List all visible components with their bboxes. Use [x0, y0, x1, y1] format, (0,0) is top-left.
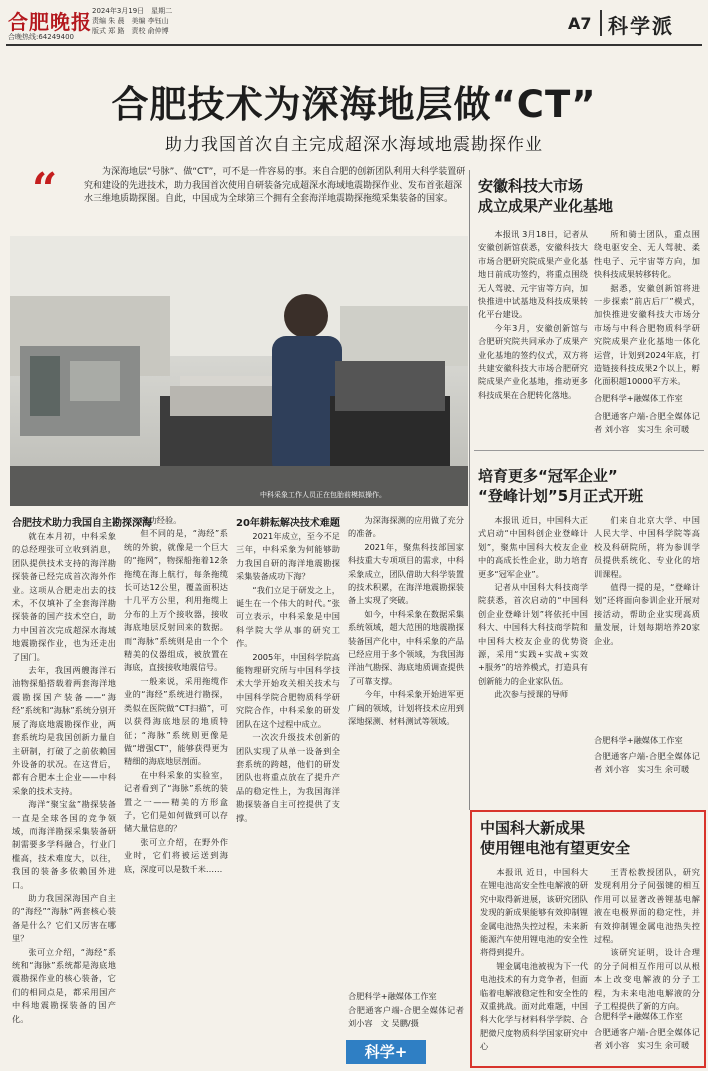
right3-paragraph: 王青松教授团队，研究发现利用分子间强键的相互作用可以显著改善锂基电解液在电极界面的稳定性，并有效抑制锂金属电池热失控过程。: [594, 867, 700, 945]
right1-paragraph: 本报讯 3月18日，记者从安徽创新馆获悉，安徽科技大市场合肥研究院成果产业化基地日前成功签约，将重点围绕无人驾驶、元宇宙等方向，加快推进中试基地及科技成果转化平台建设。: [478, 229, 588, 320]
col4-paragraph: 如今，中科采象在数据采集系统领域，超大范围的地震勘探装备国产化中，中科采象的产品已经应用于多个领域，为我国海洋油气勘探、海底地质调查提供了可靠支撑。: [348, 608, 464, 686]
col3-body: [236, 530, 340, 1066]
col1-heading: 合肥技术助力我国自主勘探深海: [12, 518, 152, 529]
col3-paragraph: 一次次升级技术创新的团队实现了从单一设备到全套系统的跨越，他们的研发团队也将重点放在了提升产品的稳定性上，为我国海洋勘探装备自主可控提供了支撑。: [236, 732, 340, 823]
col4-body: [348, 514, 464, 984]
section-title: 科学派: [608, 14, 674, 38]
col1-paragraph: 就在本月初，中科采象的总经理张可立收到消息，团队提供技术支持的海洋勘探装备已经完成首次海外作业。这项从合肥走出去的技术，不仅填补了全套海洋勘探装备的国产技术空白，助力中国首次完成超深水海域地震勘探作业，也为还走出了国门。: [12, 531, 116, 662]
right3-headline-line2: 使用锂电池有望更安全: [480, 839, 631, 857]
col3-heading: 20年耕耘解决技术难题: [236, 518, 340, 529]
right2-paragraph: 本报讯 近日，中国科大正式启动“中国科创企业登峰计划”，聚焦中国科大校友企业中的高成长性企业，助力培育更多“冠军企业”。: [478, 515, 588, 579]
right2-paragraph: 值得一提的是，“登峰计划”还将面向参训企业开展对接活动，帮助企业实现高质量发展，计划每期培养20家企业。: [594, 582, 700, 646]
right3-sign: 合肥科学+融媒体工作室: [594, 1011, 683, 1021]
right1-paragraph: 据悉，安徽创新馆将进一步探索“前店后厂”模式，加快推进安徽科技大市场分市场与中科合肥物质科学研究院成果产业化基地一体化运营，计划到2024年底，打造链接科技成果2个以上，孵化面积超10000平方米。: [594, 282, 700, 387]
right2-headline-line1: 培育更多“冠军企业”: [478, 467, 618, 485]
col3-paragraph: 2021年成立，至今不足三年，中科采象为何能够助力我国自研的海洋地震勘探采集装备成功下海？: [236, 531, 340, 582]
right1-body: [478, 228, 588, 444]
right1-headline-line2: 成立成果产业化基地: [478, 197, 614, 215]
col2-paragraph: 张可立介绍，在野外作业时，它们将被运送到海底，深度可以是数千米……: [124, 836, 228, 874]
photo-caption: 中科采象工作人员正在包胎前模拟操作。: [260, 491, 386, 499]
right1-body-b: [594, 228, 700, 388]
col2-paragraph: 在中科采象的实验室，记者看到了“海脉”系统的装置之一——精美的方形盒子，它们是如何做到可以存储大量信息的？: [124, 769, 228, 834]
col3-paragraph: 2005年，中国科学院高能物理研究所与中国科学技术大学开始攻关相关技术与中国科学院合肥物质科学研究院合作，中科采象的研发团队在这个过程中成立。: [236, 651, 340, 729]
right2-body-b: [594, 514, 700, 730]
right3-paragraph: 锂金属电池被视为下一代电池技术的有力竞争者，但面临着电解液稳定性和安全性的双重挑战。面对此难题，中国科大化学与材料科学学院、合肥微尺度物质科学国家研究中心: [480, 960, 588, 1052]
main-headline: 合肥技术为深海地层做“CT”: [111, 83, 597, 126]
newspaper-logo: 合肥晚报: [8, 10, 92, 34]
right1-credit: 合肥通客户端-合肥全媒体记者 刘小容 实习生 余可暖: [594, 411, 700, 435]
right2-paragraph: 此次参与授课的导师: [494, 689, 569, 700]
col1-paragraph: 海洋“聚宝盆”勘探装备一直是全球各国的竞争领域，而海洋勘探采集装备研制需要多学科融合，行业门槛高，技术难度大，以往，我国的装备多依赖国外进口。: [12, 799, 116, 890]
right2-paragraph: 记者从中国科大科技商学院获悉，首次启动的“中国科创企业登峰计划”将依托中国科大、中国科大科技商学院和中国科大校友企业的优势资源，采用“实践+实战+实效+服务”的培养模式，打造具有创新能力的企业家队伍。: [478, 582, 588, 686]
right2-body: [478, 514, 588, 798]
right2-headline-line2: “登峰计划”5月正式开班: [478, 487, 644, 505]
news-photo: [10, 236, 468, 506]
right3-paragraph: 本报讯 近日，中国科大在锂电池高安全性电解液的研究中取得新进展，该研究团队发现的新成果能够有效抑制锂金属电池热失控过程，未来新能源汽车使用锂电池的安全性将得到提升。: [480, 867, 588, 958]
col4-paragraph: 为深海探测的应用做了充分的准备。: [348, 515, 464, 539]
right2-credit: 合肥通客户端-合肥全媒体记者 刘小容 实习生 余可暖: [594, 751, 700, 775]
quote-mark-icon: “: [32, 164, 58, 215]
col2-paragraph: 成功经验。: [140, 515, 182, 525]
col2-paragraph: 但不同的是，“海经”系统的外貌，就像是一个巨大的“拖网”，物探船拖着12条拖缆在海上航行，每条拖缆长可达12公里，覆盖面积达十几平方公里，利用拖缆上分布的上万个接收器，接收海底地层反射回来的数据。而“海脉”系统则是由一个个精美的仪器组成，被放置在海底，直接接收地震信号。: [124, 528, 228, 673]
proof-line: 版式 郑 路 责校 俞仲博: [92, 27, 169, 35]
col4-paragraph: 今年，中科采象开始进军更广阔的领域，计划将技术应用到深地探测、材料测试等领域。: [348, 689, 464, 727]
main-subheadline: 助力我国首次自主完成超深水海域地震勘探作业: [165, 135, 543, 155]
right1-paragraph: 所和骑士团队，重点围绕电驱安全、无人驾驶、柔性电子、元宇宙等方向，加快科技成果转移转化。: [594, 229, 700, 280]
col1-paragraph: 助力我国深海国产自主的“海经”“海脉”两套核心装备是什么？它们又厉害在哪里？: [12, 892, 116, 944]
col1-body: [12, 530, 116, 1066]
issue-date: 2024年3月19日 星期二: [92, 7, 173, 15]
editor-line: 责编 朱 晨 美编 李钰山: [92, 17, 169, 25]
right1-headline-line1: 安徽科技大市场: [478, 177, 584, 195]
col2-body: [124, 514, 228, 1066]
hotline: 合晚热线:64249400: [8, 33, 74, 41]
right3-body-b: [594, 866, 700, 1012]
col1-paragraph: 张可立介绍，“海经”系统和“海脉”系统都是海底地震勘探作业的核心装备，它们的相同点是，都采用国产中科地震勘探装备的国产化。: [12, 946, 116, 1024]
col1-paragraph: 去年，我国两艘海洋石油物探船搭载着两套海洋地震勘探国产装备——“海经”系统和“海脉”系统分别开展了海底地震勘探作业，两套系统均是我国创新力量自主研制，打破了之前依赖国外设备的状况。在这背后，都有合肥本土企业——中科采象的技术支持。: [12, 665, 116, 796]
col4-paragraph: 2021年，聚焦科技部国家科技重大专项项目的需求，中科采象成立，团队借助大科学装置的技术积累，在海洋地震勘探装备上实现了突破。: [348, 541, 464, 606]
right3-credit: 合肥通客户端-合肥全媒体记者 刘小容 实习生 余可暖: [594, 1027, 700, 1051]
col3-paragraph: “我们立足于研发之上，诞生在一个伟大的时代。”张可立表示，中科采象是中国科学院大学从事的研究工作。: [236, 584, 340, 649]
col4-sign: 合肥科学+融媒体工作室: [348, 991, 437, 1001]
right3-body: [480, 866, 588, 1062]
masthead-divider: [600, 10, 602, 36]
science-plus-badge: 科学+: [346, 1040, 426, 1064]
right1-rule: [474, 450, 704, 451]
right1-paragraph: 今年3月，安徽创新馆与合肥研究院共同承办了成果产业化基地的签约仪式，双方将共建安徽科技大市场合肥研究院成果产业化基地，推动更多科技成果在合肥转化落地。: [478, 322, 588, 400]
photo-illustration: [10, 236, 468, 506]
masthead-rule: [6, 44, 702, 46]
right-divider: [469, 170, 470, 810]
page-number: A7: [568, 14, 592, 33]
right3-paragraph: 该研究证明，设计合理的分子间相互作用可以从根本上改变电解液的分子工程，为未来电池电解液的分子工程提供了新的方向。: [594, 947, 700, 1012]
right2-sign: 合肥科学+融媒体工作室: [594, 735, 683, 745]
right3-headline-line1: 中国科大新成果: [480, 819, 586, 837]
col4-credit: 合肥通客户端-合肥全媒体记者 刘小容 文 吴鹏/摄: [348, 1005, 464, 1029]
lead-paragraph: 为深海地层“号脉”、做“CT”，可不是一件容易的事。来自合肥的创新团队利用大科学装置研究和建设的先进技术，助力我国首次使用自研装备完成超深水海域地震勘探作业、发布首张超深水三维地质勘探图。自此，中国成为全球第三个拥有全套海洋地震勘探拖缆采集装备的国家。: [84, 167, 466, 204]
right1-sign: 合肥科学+融媒体工作室: [594, 393, 683, 403]
right2-paragraph: 们来自北京大学、中国人民大学、中国科学院等高校及科研院所，将为参训学员提供系统化、专业化的培训课程。: [594, 515, 700, 579]
col2-paragraph: 一般来说，采用拖缆作业的“海经”系统进行勘探，类似在医院做“CT扫描”，可以获得海底地层的地质特征；“海脉”系统则更像是做“增强CT”，能够获得更为精细的海底地层剖面。: [124, 675, 228, 767]
